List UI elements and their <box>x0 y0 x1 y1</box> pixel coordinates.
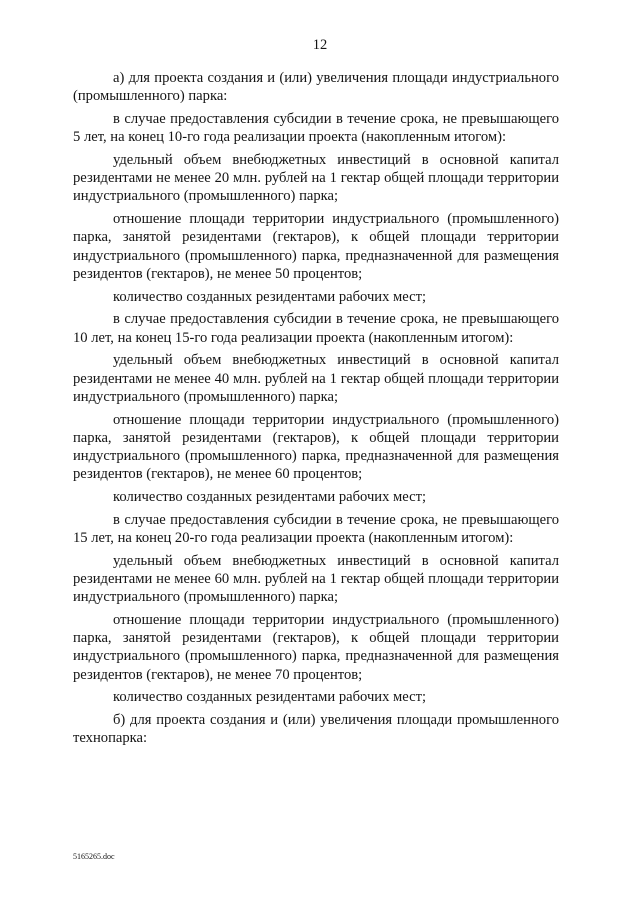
paragraph-13: количество созданных резидентами рабочих мест; <box>113 689 427 706</box>
paragraph-14: б) для проекта создания и (или) увеличения площади промышленного технопарка: <box>73 712 559 747</box>
paragraph-7: удельный объем внебюджетных инвестиций в основной капитал резидентами не менее 40 млн. рублей на 1 гектар общей площади территории индустриального (промышленного) парка; <box>73 352 559 405</box>
paragraph-2: в случае предоставления субсидии в течение срока, не превышающего 5 лет, на конец 10-го года реализации проекта (накопленным итогом): <box>73 111 559 146</box>
paragraph-12: отношение площади территории индустриального (промышленного) парка, занятой резидентами (гектаров), к общей площади территории индустриального (промышленного) парка, предназначенной для размещения резидентов (гектаров), не менее 70 процентов; <box>73 612 559 683</box>
paragraph-4: отношение площади территории индустриального (промышленного) парка, занятой резидентами (гектаров), к общей площади территории индустриального (промышленного) парка, предназначенной для размещения резидентов (гектаров), не менее 50 процентов; <box>73 211 559 282</box>
document-file-code: 5165265.doc <box>73 852 115 861</box>
paragraph-9: количество созданных резидентами рабочих мест; <box>113 489 427 506</box>
paragraph-1: а) для проекта создания и (или) увеличения площади индустриального (промышленного) парка: <box>73 70 559 105</box>
paragraph-6: в случае предоставления субсидии в течение срока, не превышающего 10 лет, на конец 15-го года реализации проекта (накопленным итогом): <box>73 311 559 346</box>
paragraph-11: удельный объем внебюджетных инвестиций в основной капитал резидентами не менее 60 млн. рублей на 1 гектар общей площади территории индустриального (промышленного) парка; <box>73 552 559 606</box>
paragraph-3: удельный объем внебюджетных инвестиций в основной капитал резидентами не менее 20 млн. рублей на 1 гектар общей площади территории индустриального (промышленного) парка; <box>73 152 559 205</box>
page-number: 12 <box>312 37 328 53</box>
paragraph-10: в случае предоставления субсидии в течение срока, не превышающего 15 лет, на конец 20-го года реализации проекта (накопленным итогом): <box>73 511 559 547</box>
paragraph-5: количество созданных резидентами рабочих мест; <box>113 288 427 305</box>
paragraph-8: отношение площади территории индустриального (промышленного) парка, занятой резидентами (гектаров), к общей площади территории индустриального (промышленного) парка, предназначенной для размещения резидентов (гектаров), не менее 60 процентов; <box>73 411 559 483</box>
document-body <box>73 69 559 752</box>
